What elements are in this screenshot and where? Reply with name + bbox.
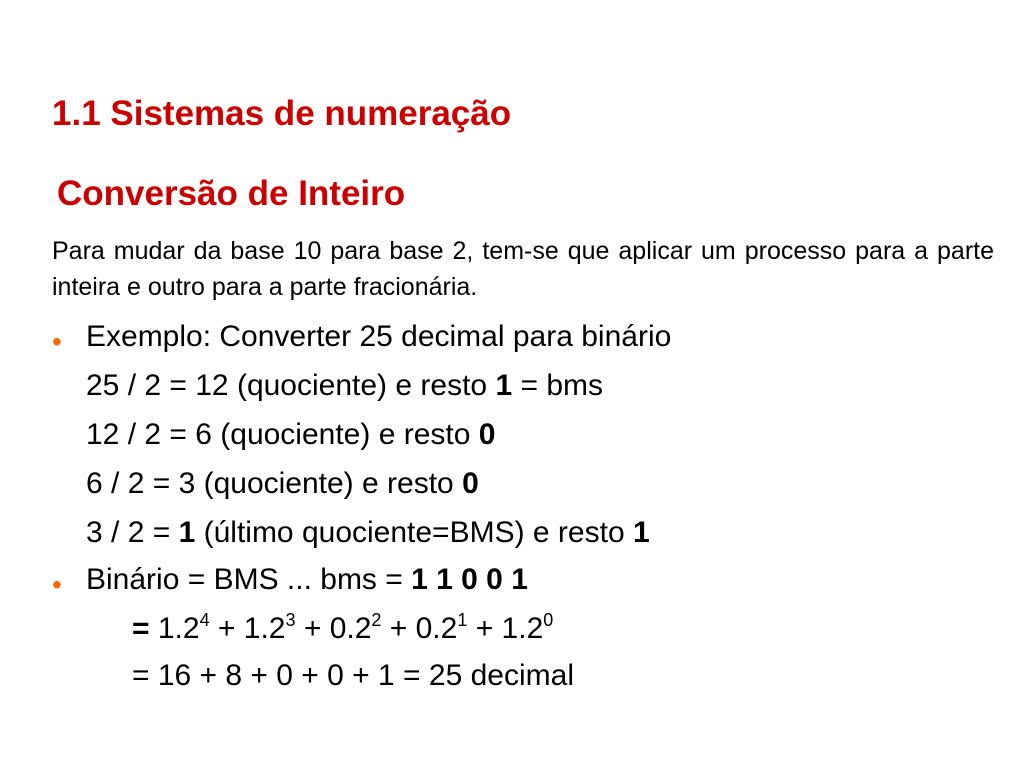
step-2-part-a: 12 / 2 = 6 (quociente) e resto (86, 418, 479, 451)
exponent-3: 2 (371, 610, 382, 630)
step-1-part-c: = bms (512, 369, 603, 402)
step-4-remainder: 1 (632, 516, 650, 549)
intro-paragraph: Para mudar da base 10 para base 2, tem-se que aplicar um processo para a parte inteira e outro para a parte fracionária. (52, 237, 994, 301)
slide-subtitle: Conversão de Inteiro (57, 174, 406, 213)
step-4-text (86, 516, 650, 550)
step-3-part-a: 6 / 2 = 3 (quociente) e resto (86, 467, 463, 500)
step-4-part-a: 3 / 2 = (86, 516, 179, 549)
exponent-5: 0 (543, 610, 554, 630)
step-1-part-a: 25 / 2 = 12 (quociente) e resto (86, 369, 496, 402)
step-2-text (86, 418, 495, 452)
step-3-remainder: 0 (462, 467, 479, 500)
term-4: + 0.2 (381, 612, 458, 645)
equals-sign: = (132, 612, 150, 645)
term-1: 1.2 (149, 612, 200, 645)
sum-result: = 16 + 8 + 0 + 0 + 1 = 25 decimal (132, 659, 574, 692)
term-2: + 1.2 (209, 612, 286, 645)
example-heading: Exemplo: Converter 25 decimal para binário (86, 320, 672, 353)
step-1-remainder: 1 (495, 369, 513, 402)
exponent-2: 3 (285, 610, 296, 630)
bullet-dot: • (52, 326, 62, 357)
step-4-part-c: (último quociente=BMS) e resto (195, 516, 633, 549)
slide-title: 1.1 Sistemas de numeração (52, 94, 512, 133)
term-5: + 1.2 (467, 612, 544, 645)
binary-result (86, 563, 528, 597)
exponent-4: 1 (457, 610, 468, 630)
bullet-dot: • (52, 569, 62, 600)
exponent-1: 4 (199, 610, 210, 630)
step-4-quotient: 1 (178, 516, 196, 549)
step-1-text (86, 369, 603, 403)
power-expansion (132, 612, 553, 646)
step-3-text (86, 467, 479, 501)
step-2-remainder: 0 (478, 418, 496, 451)
binary-lead: Binário = BMS ... bms = (86, 563, 412, 596)
binary-bits: 1 1 0 0 1 (411, 563, 528, 596)
term-3: + 0.2 (295, 612, 372, 645)
